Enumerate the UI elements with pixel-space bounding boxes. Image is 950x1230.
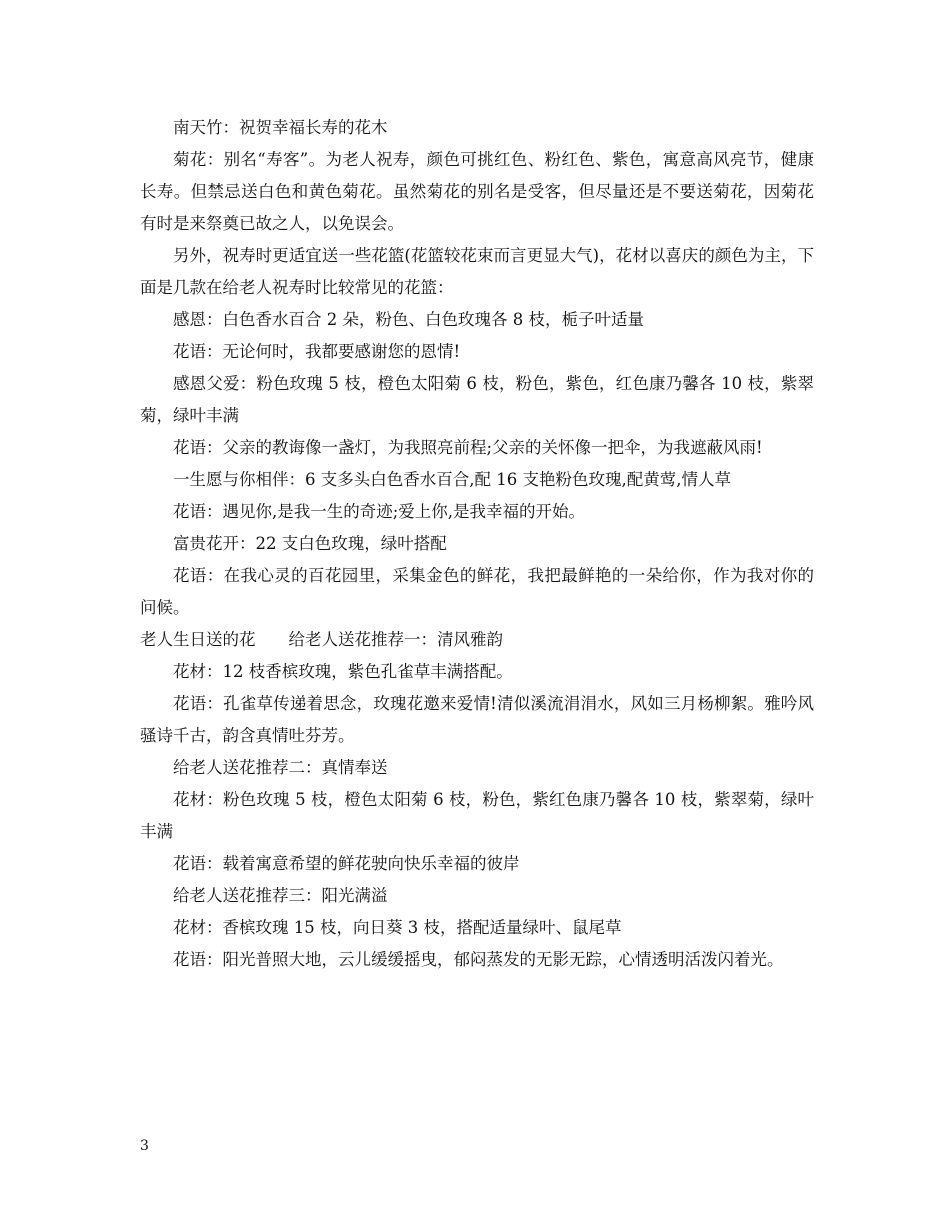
paragraph: 花语：在我心灵的百花园里，采集金色的鲜花，我把最鲜艳的一朵给你，作为我对你的问候。 [140,566,814,617]
paragraph: 花语：父亲的教诲像一盏灯，为我照亮前程;父亲的关怀像一把伞，为我遮蔽风雨! [173,438,763,457]
paragraph: 花语：载着寓意希望的鲜花驶向快乐幸福的彼岸 [173,854,520,873]
paragraph: 感恩：白色香水百合 2 朵，粉色、白色玫瑰各 8 枝，栀子叶适量 [173,310,644,329]
paragraph: 花语：无论何时，我都要感谢您的恩情! [173,342,461,361]
paragraph: 给老人送花推荐三：阳光满溢 [173,886,388,905]
paragraph: 花语：遇见你,是我一生的奇迹;爱上你,是我幸福的开始。 [173,502,586,521]
page-number: 3 [140,1138,149,1154]
paragraph: 花材：香槟玫瑰 15 枝，向日葵 3 枝，搭配适量绿叶、鼠尾草 [173,918,622,937]
paragraph: 花材：粉色玫瑰 5 枝，橙色太阳菊 6 枝，粉色，紫红色康乃馨各 10 枝，紫翠菊，绿叶丰满 [140,790,814,841]
paragraph: 花语：孔雀草传递着思念，玫瑰花邀来爱情!清似溪流涓涓水，风如三月杨柳絮。雅吟风骚诗千古，韵含真情吐芬芳。 [140,694,814,745]
paragraph: 给老人送花推荐二：真情奉送 [173,758,388,777]
section-heading: 老人生日送的花 给老人送花推荐一：清风雅韵 [140,630,503,649]
paragraph: 另外，祝寿时更适宜送一些花篮(花篮较花束而言更显大气)，花材以喜庆的颜色为主，下面是几款在给老人祝寿时比较常见的花篮： [140,246,814,297]
document-body [140,112,814,976]
paragraph: 富贵花开：22 支白色玫瑰，绿叶搭配 [173,534,447,553]
paragraph: 菊花：别名“寿客”。为老人祝寿，颜色可挑红色、粉红色、紫色，寓意高风亮节，健康长寿。但禁忌送白色和黄色菊花。虽然菊花的别名是受客，但尽量还是不要送菊花，因菊花有时是来祭奠已故之人，以免误会。 [140,150,814,233]
paragraph: 一生愿与你相伴：6 支多头白色香水百合,配 16 支艳粉色玫瑰,配黄莺,情人草 [173,470,731,489]
paragraph: 感恩父爱：粉色玫瑰 5 枝，橙色太阳菊 6 枝，粉色，紫色，红色康乃馨各 10 枝，紫翠菊，绿叶丰满 [140,374,814,425]
paragraph: 花语：阳光普照大地，云儿缓缓摇曳，郁闷蒸发的无影无踪，心情透明活泼闪着光。 [173,950,784,969]
paragraph: 南天竹：祝贺幸福长寿的花木 [173,118,388,137]
paragraph: 花材：12 枝香槟玫瑰，紫色孔雀草丰满搭配。 [173,662,513,681]
